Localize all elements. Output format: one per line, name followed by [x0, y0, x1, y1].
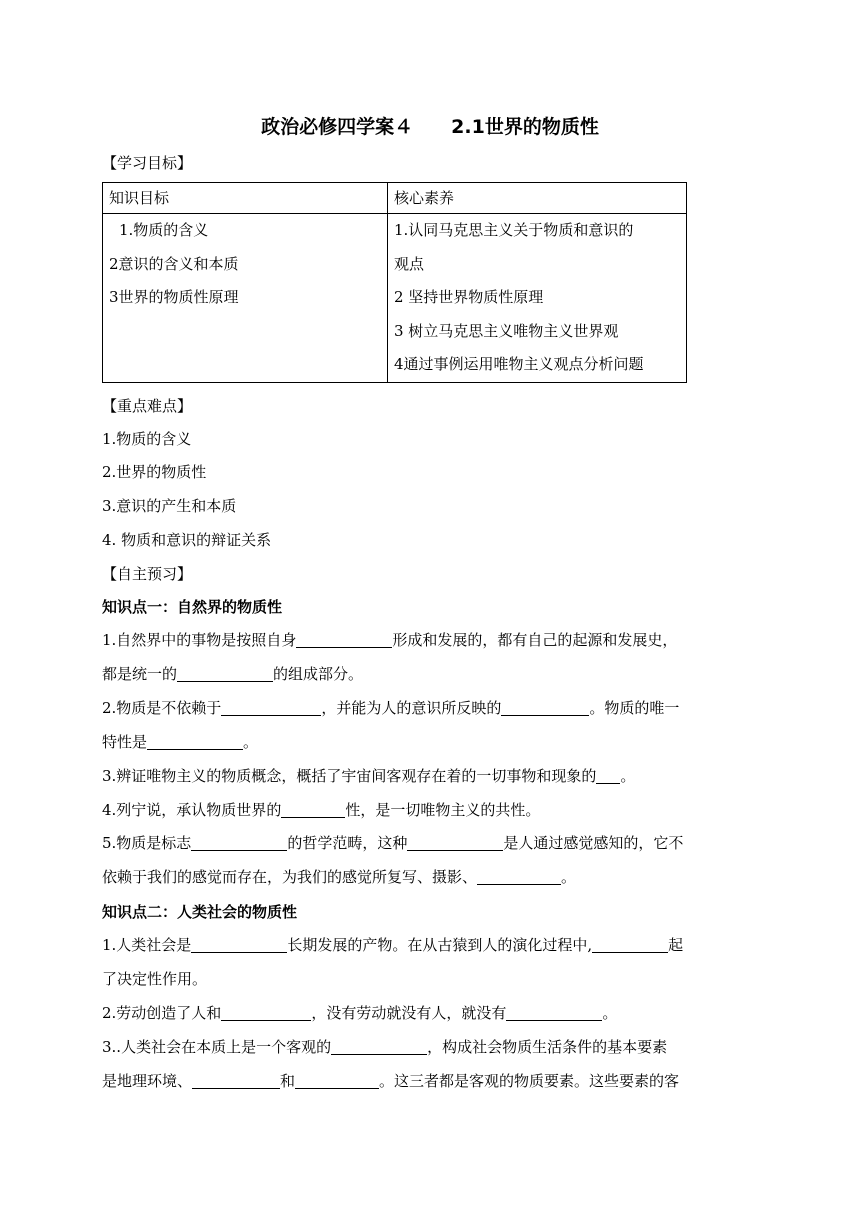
kp1-heading: 知识点一：自然界的物质性	[102, 598, 283, 616]
answer-blank[interactable]	[281, 801, 345, 818]
kp2-question-2: 2.劳动创造了人和 ，没有劳动就没有人，就没有 。	[102, 1004, 618, 1022]
goals-table	[102, 182, 687, 383]
answer-blank[interactable]	[296, 631, 392, 648]
kp2-question-1: 1.人类社会是 长期发展的产物。在从古猿到人的演化过程中, 起 了决定性作用。	[102, 936, 684, 988]
section-header-key: 【重点难点】	[102, 397, 193, 415]
answer-blank[interactable]	[191, 936, 287, 953]
section-header-goals: 【学习目标】	[102, 154, 193, 172]
answer-blank[interactable]	[177, 665, 273, 682]
answer-blank[interactable]	[331, 1038, 427, 1055]
competency-item: 观点	[394, 254, 425, 273]
answer-blank[interactable]	[191, 834, 287, 851]
kp1-question-5: 5.物质是标志 的哲学范畴，这种 是人通过感觉感知的，它不 依赖于我们的感觉而存在，为我们的感觉所复写、摄影、 。	[102, 834, 684, 886]
table-header-knowledge: 知识目标	[103, 183, 388, 214]
kp1-question-1: 1.自然界中的事物是按照自身 形成和发展的，都有自己的起源和发展史， 都是统一的 的组成部分。	[102, 631, 678, 683]
competency-item: 1.认同马克思主义关于物质和意识的	[394, 221, 634, 239]
kp2-heading: 知识点二：人类社会的物质性	[102, 903, 298, 921]
competency-item: 2 坚持世界物质性原理	[394, 288, 544, 307]
answer-blank[interactable]	[592, 936, 668, 953]
knowledge-item: 1.物质的含义	[119, 221, 209, 239]
competency-item: 4通过事例运用唯物主义观点分析问题	[394, 355, 644, 374]
answer-blank[interactable]	[295, 1072, 379, 1089]
answer-blank[interactable]	[501, 699, 589, 716]
key-point-item: 2.世界的物质性	[102, 463, 207, 481]
page-title: 政治必修四学案４ 2.1世界的物质性	[261, 116, 599, 138]
key-point-item: 1.物质的含义	[102, 430, 192, 448]
kp2-question-3: 3..人类社会在本质上是一个客观的 ，构成社会物质生活条件的基本要素 是地理环境、 和 。这三者都是客观的物质要素。这些要素的客	[102, 1038, 680, 1090]
answer-blank[interactable]	[477, 868, 561, 885]
table-header-competency: 核心素养	[388, 183, 687, 214]
answer-blank[interactable]	[147, 733, 243, 750]
knowledge-item: 2意识的含义和本质	[109, 254, 239, 273]
knowledge-item: 3世界的物质性原理	[109, 288, 239, 307]
section-header-preview: 【自主预习】	[102, 565, 193, 583]
answer-blank[interactable]	[221, 699, 321, 716]
answer-blank[interactable]	[192, 1072, 280, 1089]
key-point-item: 3.意识的产生和本质	[102, 497, 237, 515]
answer-blank[interactable]	[506, 1004, 602, 1021]
key-point-item: 4. 物质和意识的辩证关系	[102, 531, 272, 549]
kp1-question-3: 3.辨证唯物主义的物质概念，概括了宇宙间客观存在着的一切事物和现象的 。	[102, 767, 636, 785]
kp1-question-4: 4.列宁说，承认物质世界的 性，是一切唯物主义的共性。	[102, 801, 541, 819]
answer-blank[interactable]	[407, 834, 503, 851]
answer-blank[interactable]	[221, 1004, 311, 1021]
competency-item: 3 树立马克思主义唯物主义世界观	[394, 321, 619, 340]
answer-blank[interactable]	[596, 767, 620, 784]
kp1-question-2: 2.物质是不依赖于 ，并能为人的意识所反映的 。物质的唯一 特性是 。	[102, 699, 680, 751]
